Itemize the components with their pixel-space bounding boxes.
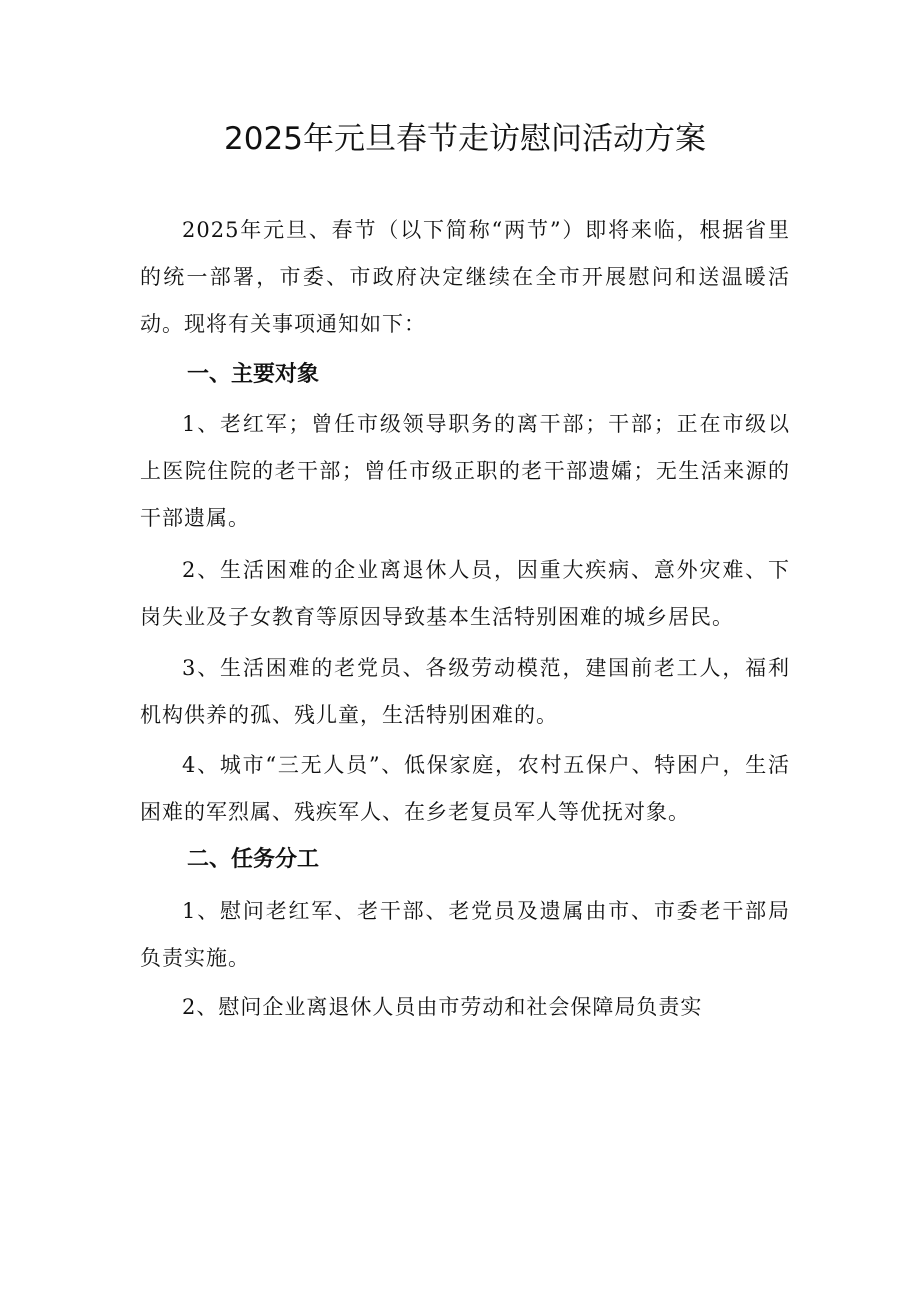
task-item-1: 1、慰问老红军、老干部、老党员及遗属由市、市委老干部局负责实施。 [140, 899, 790, 970]
section-heading-main-targets: 一、主要对象 [187, 362, 320, 387]
section-heading-task-division: 二、任务分工 [187, 847, 320, 872]
task-item-2: 2、慰问企业离退休人员由市劳动和社会保障局负责实 [182, 995, 703, 1019]
target-item-1: 1、老红军；曾任市级领导职务的离干部；干部；正在市级以上医院住院的老干部；曾任市级正职的老干部遗孀；无生活来源的干部遗属。 [140, 412, 790, 530]
document-title: 2025年元旦春节走访慰问活动方案 [224, 121, 706, 157]
target-item-2: 2、生活困难的企业离退休人员，因重大疾病、意外灾难、下岗失业及子女教育等原因导致基本生活特别困难的城乡居民。 [140, 558, 790, 629]
target-item-4: 4、城市“三无人员”、低保家庭，农村五保户、特困户，生活困难的军烈属、残疾军人、在乡老复员军人等优抚对象。 [140, 753, 790, 824]
target-item-3: 3、生活困难的老党员、各级劳动模范，建国前老工人，福利机构供养的孤、残儿童，生活特别困难的。 [140, 656, 790, 727]
intro-paragraph: 2025年元旦、春节（以下简称“两节”）即将来临，根据省里的统一部署，市委、市政府决定继续在全市开展慰问和送温暖活动。现将有关事项通知如下： [140, 218, 790, 336]
